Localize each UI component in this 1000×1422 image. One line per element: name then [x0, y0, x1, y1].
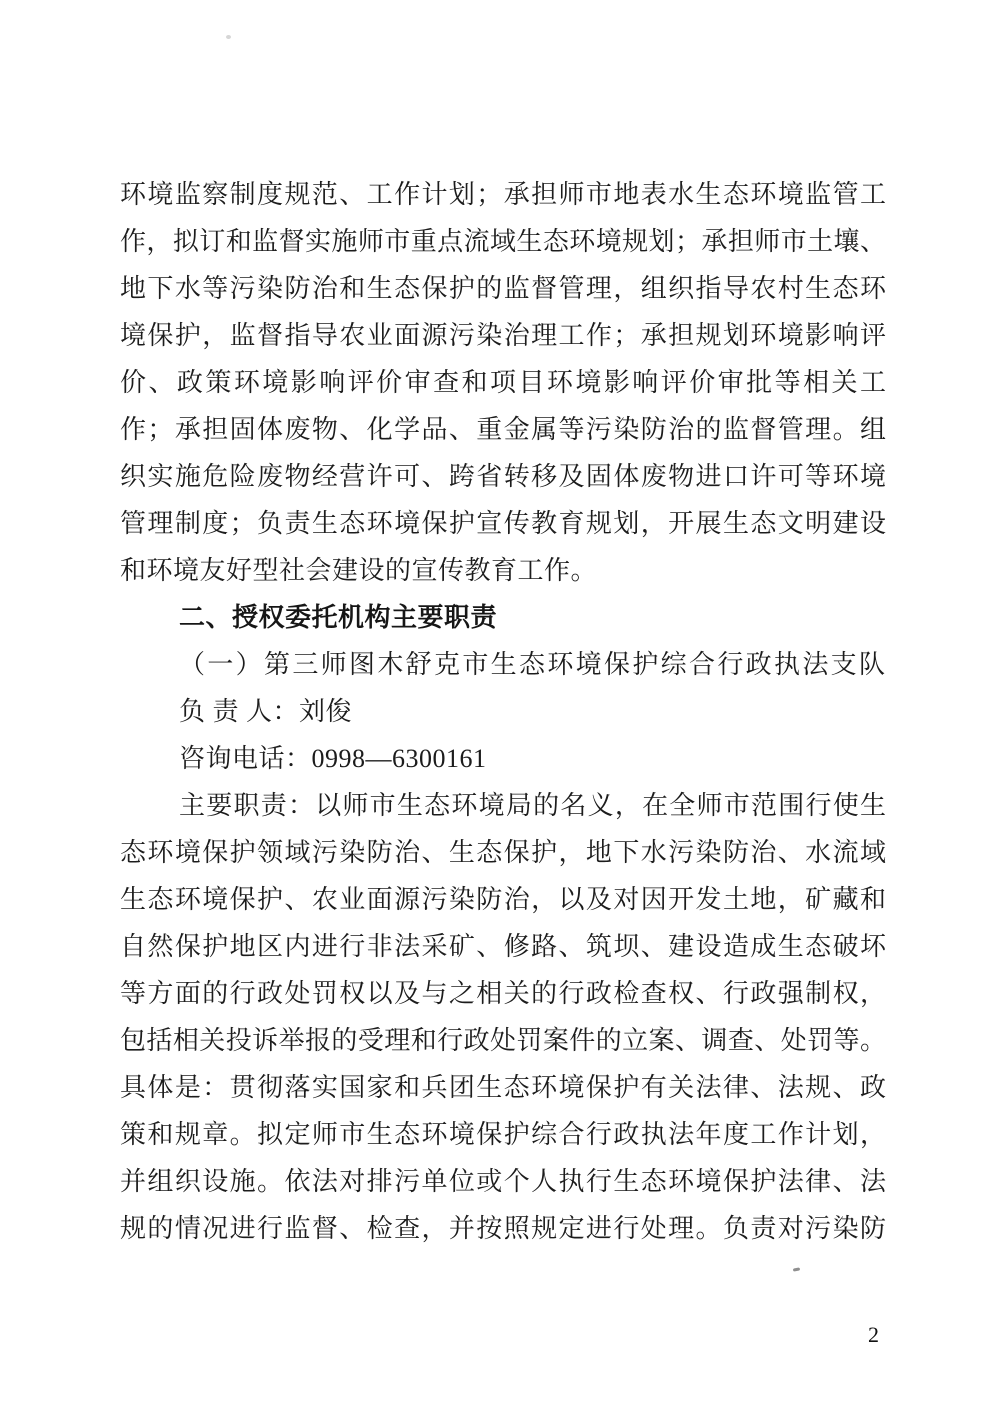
body-text-line: 等方面的行政处罚权以及与之相关的行政检查权、行政强制权，	[120, 979, 886, 1008]
org-name-line: （一）第三师图木舒克市生态环境保护综合行政执法支队	[179, 650, 886, 679]
body-text-line: 包括相关投诉举报的受理和行政处罚案件的立案、调查、处罚等。	[120, 1026, 886, 1055]
page-number: 2	[868, 1322, 879, 1347]
body-text-line: 和环境友好型社会建设的宣传教育工作。	[120, 556, 598, 585]
scan-artifact-top	[226, 35, 231, 39]
body-text-line: 具体是：贯彻落实国家和兵团生态环境保护有关法律、法规、政	[120, 1073, 886, 1102]
document-body	[120, 171, 886, 1252]
body-text-line: 管理制度；负责生态环境保护宣传教育规划，开展生态文明建设	[120, 509, 886, 538]
body-text-line: 规的情况进行监督、检查，并按照规定进行处理。负责对污染防	[120, 1214, 886, 1243]
body-text-line: 境保护，监督指导农业面源污染治理工作；承担规划环境影响评	[120, 321, 886, 350]
body-text-line: 作；承担固体废物、化学品、重金属等污染防治的监督管理。组	[120, 415, 886, 444]
body-text-line: 价、政策环境影响评价审查和项目环境影响评价审批等相关工	[120, 368, 886, 397]
body-text-line: 生态环境保护、农业面源污染防治，以及对因开发土地，矿藏和	[120, 885, 886, 914]
body-text-line: 并组织设施。依法对排污单位或个人执行生态环境保护法律、法	[120, 1167, 886, 1196]
scan-artifact-right	[793, 1267, 800, 1271]
body-text-line: 策和规章。拟定师市生态环境保护综合行政执法年度工作计划，	[120, 1120, 886, 1149]
section-heading: 二、授权委托机构主要职责	[179, 602, 498, 632]
body-text-line: 地下水等污染防治和生态保护的监督管理，组织指导农村生态环	[120, 274, 886, 303]
body-text-line: 织实施危险废物经营许可、跨省转移及固体废物进口许可等环境	[120, 462, 886, 491]
body-text-line: 态环境保护领域污染防治、生态保护，地下水污染防治、水流域	[120, 838, 886, 867]
body-text-line: 主要职责：以师市生态环境局的名义，在全师市范围行使生	[179, 791, 886, 820]
body-text-line: 自然保护地区内进行非法采矿、修路、筑坝、建设造成生态破坏	[120, 932, 886, 961]
body-text-line: 作，拟订和监督实施师市重点流域生态环境规划；承担师市土壤、	[120, 227, 886, 256]
contact-person-line: 负 责 人：刘俊	[179, 697, 353, 726]
contact-phone-line: 咨询电话：0998—6300161	[179, 744, 487, 773]
body-text-line: 环境监察制度规范、工作计划；承担师市地表水生态环境监管工	[120, 180, 886, 209]
